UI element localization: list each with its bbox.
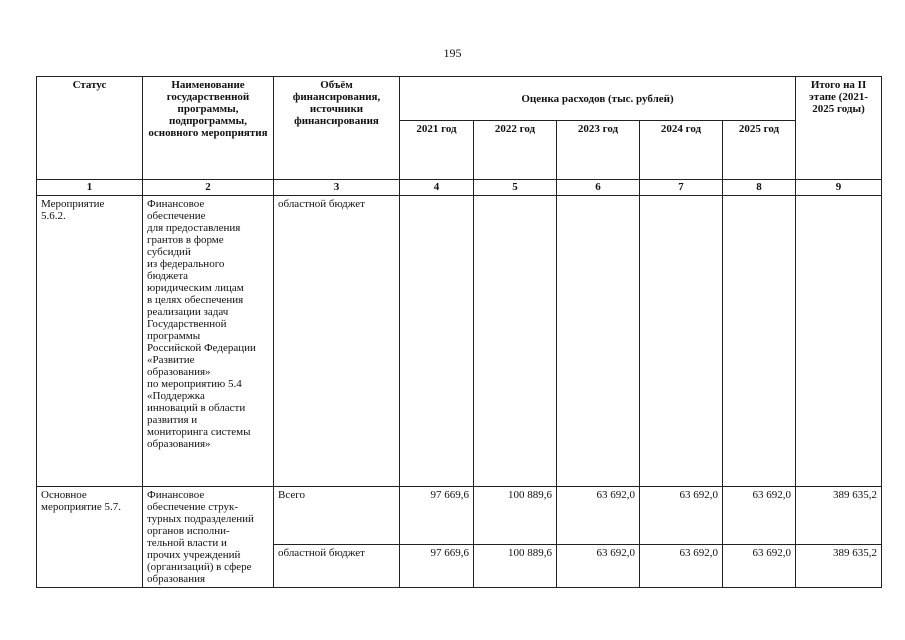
row-status: Мероприятие 5.6.2. xyxy=(37,196,143,487)
header-year-2023: 2023 год xyxy=(557,121,640,180)
header-row-top xyxy=(37,77,882,121)
page-bottom-margin xyxy=(36,608,882,640)
header-year-2022: 2022 год xyxy=(474,121,557,180)
row-total: 389 635,2 xyxy=(796,544,882,587)
header-year-2024: 2024 год xyxy=(640,121,723,180)
row-funding-source: областной бюджет xyxy=(274,544,400,587)
header-expense-estimate: Оценка расходов (тыс. рублей) xyxy=(400,77,796,121)
table-row xyxy=(37,196,882,487)
row-value-2025 xyxy=(723,196,796,487)
row-total: 389 635,2 xyxy=(796,487,882,545)
column-number-row xyxy=(37,180,882,196)
column-number: 7 xyxy=(640,180,723,196)
row-value-2021 xyxy=(400,196,474,487)
row-total xyxy=(796,196,882,487)
column-number: 9 xyxy=(796,180,882,196)
column-number: 2 xyxy=(143,180,274,196)
row-value-2024: 63 692,0 xyxy=(640,487,723,545)
row-status: Основное мероприятие 5.7. xyxy=(37,487,143,588)
row-program-name: Финансовое обеспечение для предоставления грантов в форме субсидий из федерального бюджета юридическим лицам в целях обеспечения реализации задач Государственной программы Российской Федерации «Развитие образования» по мероприятию 5.4 «Поддержка инноваций в области развития и мониторинга системы образования» xyxy=(143,196,274,487)
header-stage-total: Итого на II этапе (2021-2025 годы) xyxy=(796,77,882,180)
column-number: 4 xyxy=(400,180,474,196)
row-value-2022: 100 889,6 xyxy=(474,487,557,545)
row-program-name: Финансовое обеспечение струк- турных подразделений органов исполни- тельной власти и прочих учреждений (организаций) в сфере образования xyxy=(143,487,274,588)
header-year-2025: 2025 год xyxy=(723,121,796,180)
row-value-2025: 63 692,0 xyxy=(723,487,796,545)
page-number: 195 xyxy=(443,46,462,60)
column-number: 1 xyxy=(37,180,143,196)
budget-table xyxy=(36,76,882,588)
row-value-2023 xyxy=(557,196,640,487)
header-funding-volume: Объём финансирования, источники финансирования xyxy=(274,77,400,180)
row-value-2021: 97 669,6 xyxy=(400,487,474,545)
row-funding-source: Всего xyxy=(274,487,400,545)
row-value-2022 xyxy=(474,196,557,487)
row-value-2023: 63 692,0 xyxy=(557,544,640,587)
column-number: 6 xyxy=(557,180,640,196)
row-value-2021: 97 669,6 xyxy=(400,544,474,587)
table-row xyxy=(37,487,882,545)
header-year-2021: 2021 год xyxy=(400,121,474,180)
row-value-2022: 100 889,6 xyxy=(474,544,557,587)
header-program-name: Наименование государственной программы, подпрограммы, основного мероприятия xyxy=(143,77,274,180)
column-number: 8 xyxy=(723,180,796,196)
row-funding-source: областной бюджет xyxy=(274,196,400,487)
row-value-2023: 63 692,0 xyxy=(557,487,640,545)
column-number: 3 xyxy=(274,180,400,196)
row-value-2024 xyxy=(640,196,723,487)
row-value-2025: 63 692,0 xyxy=(723,544,796,587)
column-number: 5 xyxy=(474,180,557,196)
header-status: Статус xyxy=(37,77,143,180)
row-value-2024: 63 692,0 xyxy=(640,544,723,587)
